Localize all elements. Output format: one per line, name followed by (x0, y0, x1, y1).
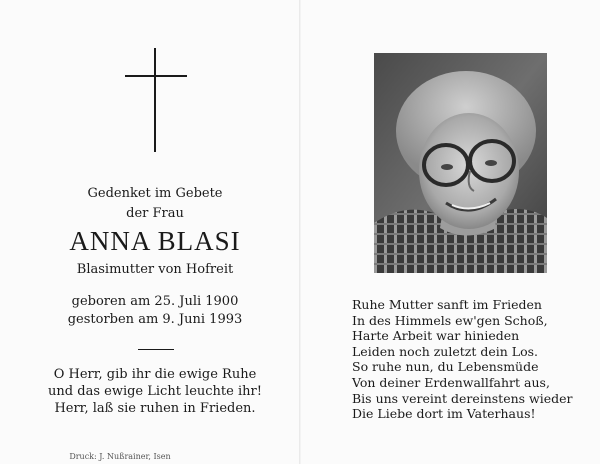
poem-line: Bis uns vereint dereinstens wieder (352, 390, 573, 406)
prayer-line: O Herr, gib ihr die ewige Ruhe (53, 367, 257, 382)
birth-date: geboren am 25. Juli 1900 (71, 294, 239, 309)
poem (352, 297, 582, 422)
deceased-subtitle: Blasimutter von Hofreit (76, 262, 234, 277)
latin-cross-icon (125, 48, 187, 152)
poem-line: Ruhe Mutter sanft im Frieden (352, 297, 542, 312)
printer-credit: Druck: J. Nußrainer, Isen (69, 452, 171, 461)
poem-line: Harte Arbeit war hinieden (352, 328, 520, 344)
poem-line: Leiden noch zuletzt dein Los. (352, 343, 538, 359)
prayer-line: und das ewige Licht leuchte ihr! (48, 384, 262, 399)
intro-line-2: der Frau (126, 206, 184, 221)
poem-line: In des Himmels ew'gen Schoß, (352, 312, 548, 328)
prayer-line: Herr, laß sie ruhen in Frieden. (54, 401, 256, 416)
poem-line: Von deiner Erdenwallfahrt aus, (352, 374, 550, 390)
card-fold (299, 0, 301, 464)
divider-line (138, 349, 174, 350)
death-date: gestorben am 9. Juni 1993 (67, 312, 243, 327)
intro-line: Gedenket im Gebete (87, 186, 223, 201)
deceased-name: ANNA BLASI (69, 226, 241, 256)
poem-line: Die Liebe dort im Vaterhaus! (352, 406, 536, 422)
poem-line: So ruhe nun, du Lebensmüde (352, 359, 539, 375)
portrait-photo (374, 53, 547, 273)
